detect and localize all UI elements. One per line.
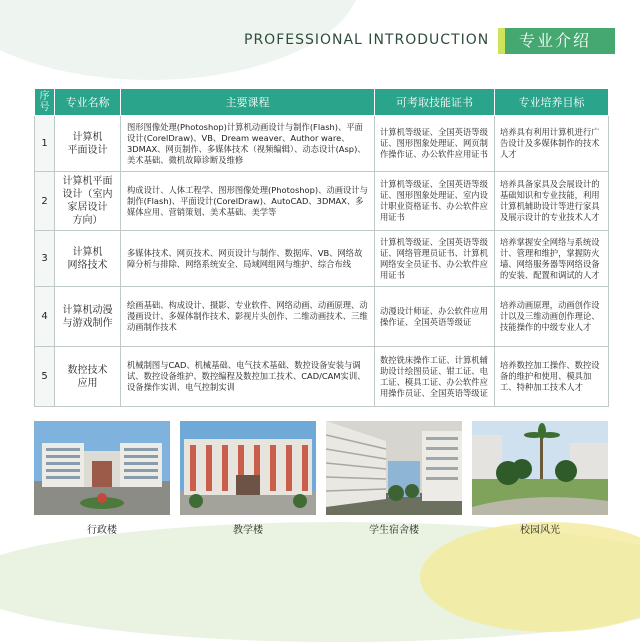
table-header-row [35, 89, 609, 116]
major-name: 计算机平面 设计（室内 家居设计 方向） [55, 172, 121, 231]
major-certificates: 计算机等级证、全国英语等级证、图形图象处理证、室内设计职业资格证书、办公软件应用证书 [375, 172, 495, 231]
section-header [0, 28, 640, 54]
header-certificates: 可考取技能证书 [375, 89, 495, 116]
major-name: 数控技术 应用 [55, 347, 121, 407]
majors-table [34, 88, 609, 407]
major-goal: 培养掌握安全网络与系统设计、管理和维护，掌握防火墙、网络服务器等网络设备的安装、配置和调试的人才 [495, 231, 609, 287]
major-courses: 构成设计、人体工程学、图形图像处理(Photoshop)、动画设计与制作(Flash)、平面设计(CorelDraw)、AutoCAD、3DMAX、多媒体应用、营销策划、美术基础、美学等 [121, 172, 375, 231]
major-goal: 培养动画原理，动画创作设计以及三维动画创作理论、技能操作的中级专业人才 [495, 287, 609, 347]
major-courses: 多媒体技术、网页技术、网页设计与制作、数据库、VB、网络故障分析与排除、网络系统安全、局域网组网与维护、综合布线 [121, 231, 375, 287]
header-training-goal: 专业培养目标 [495, 89, 609, 116]
major-name: 计算机 网络技术 [55, 231, 121, 287]
row-number: 5 [35, 347, 55, 407]
major-certificates: 计算机等级证、全国英语等级证、网络管理员证书、计算机网络安全员证书、办公软件应用证书 [375, 231, 495, 287]
table-row [35, 347, 609, 407]
dormitory-building-photo [326, 421, 462, 515]
header-title-cn: 专业介绍 [505, 28, 615, 54]
major-certificates: 数控铣床操作工证、计算机辅助设计绘图员证、钳工证、电工证、模具工证、办公软件应用操作员证、全国英语等级证 [375, 347, 495, 407]
campus-scenery-photo [472, 421, 608, 515]
photo-caption: 校园风光 [520, 525, 560, 536]
row-number: 4 [35, 287, 55, 347]
header-courses: 主要课程 [121, 89, 375, 116]
photo-caption: 教学楼 [233, 525, 263, 536]
header-seq: 序号 [35, 89, 55, 116]
admin-building-photo [34, 421, 170, 515]
row-number: 1 [35, 116, 55, 172]
photo-caption: 学生宿舍楼 [369, 525, 419, 536]
major-name: 计算机动漫 与游戏制作 [55, 287, 121, 347]
campus-photos [34, 421, 608, 537]
table-row [35, 287, 609, 347]
major-courses: 图形图像处理(Photoshop)计算机动画设计与制作(Flash)、平面设计(CorelDraw)、VB、Dream weaver、Author ware、3DMAX、网页制作、多媒体技术（视频编辑）、动态设计(Asp)、美术基础、微机故障诊断及维修 [121, 116, 375, 172]
row-number: 3 [35, 231, 55, 287]
major-courses: 绘画基础、构成设计、摄影、专业软件、网络动画、动画原理、动漫画设计、多媒体制作技术、影视片头创作、二维动画技术、三维动画制作技术 [121, 287, 375, 347]
row-number: 2 [35, 172, 55, 231]
header-major-name: 专业名称 [55, 89, 121, 116]
major-courses: 机械制图与CAD、机械基础、电气技术基础、数控设备安装与调试、数控设备维护、数控编程及数控加工技术、CAD/CAM实训、设备操作实训、电气控制实训 [121, 347, 375, 407]
table-row [35, 116, 609, 172]
major-goal: 培养具备家具及会展设计的基础知识和专业技能，利用计算机辅助设计等进行家具及展示设计的专业技术人才 [495, 172, 609, 231]
major-name: 计算机 平面设计 [55, 116, 121, 172]
major-certificates: 动漫设计师证、办公软件应用操作证、全国英语等级证 [375, 287, 495, 347]
header-title-en: PROFESSIONAL INTRODUCTION [244, 32, 490, 48]
table-row [35, 172, 609, 231]
teaching-building-photo [180, 421, 316, 515]
major-goal: 培养具有利用计算机进行广告设计及多媒体制作的技术人才 [495, 116, 609, 172]
major-certificates: 计算机等级证、全国英语等级证、图形图象处理证、网页制作操作证、办公软件应用证书 [375, 116, 495, 172]
major-goal: 培养数控加工操作、数控设备的维护和使用、模具加工、特种加工技术人才 [495, 347, 609, 407]
table-row [35, 231, 609, 287]
photo-caption: 行政楼 [87, 525, 117, 536]
